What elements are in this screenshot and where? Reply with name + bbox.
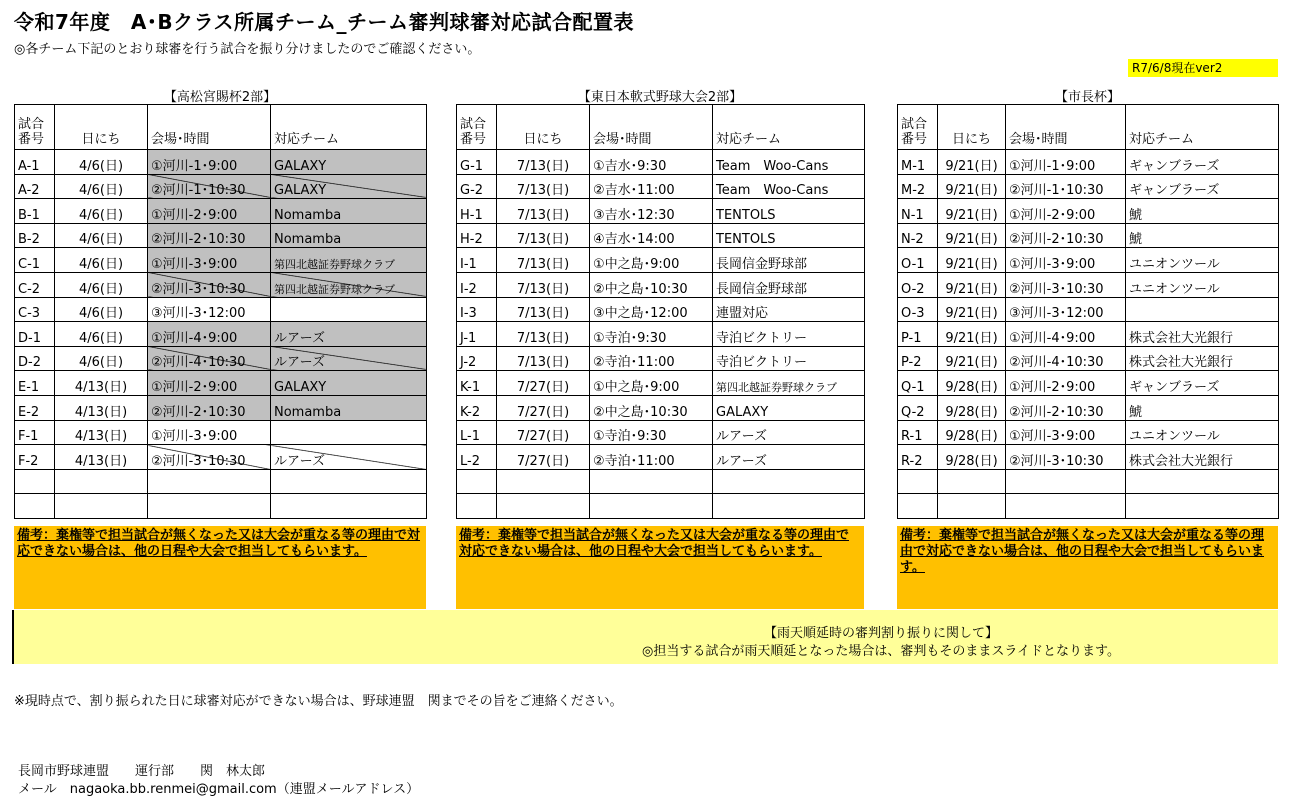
venue-time-cell [148,469,271,494]
game-number-cell: J-1 [457,322,497,347]
game-number-cell: E-2 [15,395,55,420]
date-cell: 7/13(日) [497,199,590,224]
rain-notice-title: 【雨天順延時の審判割り振りに関して】 [763,626,998,641]
header-venue: 会場･時間 [590,105,713,150]
venue-time-cell: ①河川-4･9:00 [1006,322,1126,347]
date-cell: 4/13(日) [55,371,148,396]
table-row [898,199,1279,224]
date-cell: 7/13(日) [497,297,590,322]
venue-time-cell: ①寺泊･9:30 [590,420,713,445]
assigned-team-cell: ルアーズ [713,420,865,445]
footer-contact: 長岡市野球連盟 運行部 関 林太郎 [18,764,266,779]
venue-time-cell: ②寺泊･11:00 [590,445,713,470]
date-cell: 4/6(日) [55,346,148,371]
assigned-team-cell: ギャンブラーズ [1126,150,1279,175]
header-team: 対応チーム [1126,105,1279,150]
page-title: 令和7年度 A･Bクラス所属チーム_チーム審判球審対応試合配置表 [14,10,635,34]
game-number-cell [457,469,497,494]
assigned-team-cell: Nomamba [271,223,427,248]
venue-time-cell: ①河川-3･9:00 [148,248,271,273]
venue-time-cell: ①河川-1･9:00 [148,150,271,175]
game-number-cell: I-3 [457,297,497,322]
venue-time-cell: ③河川-3･12:00 [148,297,271,322]
assigned-team-cell [271,420,427,445]
game-number-cell [15,494,55,519]
assigned-team-cell: 寺泊ビクトリー [713,322,865,347]
venue-time-cell: ①河川-2･9:00 [148,371,271,396]
date-cell: 7/13(日) [497,150,590,175]
page-subtitle: ◎各チーム下記のとおり球審を行う試合を振り分けましたのでご確認ください。 [14,42,481,57]
note-shicho: 備考：棄権等で担当試合が無くなった又は大会が重なる等の理由で対応できない場合は、他の日程や大会で担当してもらいます。 [897,526,1278,609]
table-row [457,371,865,396]
assigned-team-cell: 長岡信金野球部 [713,248,865,273]
assigned-team-cell [1126,494,1279,519]
assigned-team-cell: ルアーズ [271,445,427,470]
assigned-team-cell: ルアーズ [271,322,427,347]
game-number-cell: Q-2 [898,395,938,420]
assigned-team-cell: ユニオンツール [1126,420,1279,445]
table-row [15,371,427,396]
assigned-team-cell: Team Woo-Cans [713,150,865,175]
table-row [898,248,1279,273]
table-row [15,494,427,519]
header-date: 日にち [55,105,148,150]
assigned-team-cell [1126,469,1279,494]
date-cell: 7/13(日) [497,223,590,248]
assigned-team-cell: 株式会社大光銀行 [1126,445,1279,470]
footer-notice: ※現時点で、割り振られた日に球審対応ができない場合は、野球連盟 関までその旨をご連絡ください。 [14,694,623,709]
game-number-cell: R-2 [898,445,938,470]
venue-time-cell: ①河川-1･9:00 [1006,150,1126,175]
header-date: 日にち [938,105,1006,150]
game-number-cell: M-2 [898,174,938,199]
assigned-team-cell: Nomamba [271,199,427,224]
date-cell: 7/27(日) [497,420,590,445]
table-row [15,174,427,199]
date-cell: 4/6(日) [55,199,148,224]
table-row [457,174,865,199]
venue-time-cell [590,469,713,494]
venue-time-cell: ②河川-4･10:30 [1006,346,1126,371]
header-team: 対応チーム [271,105,427,150]
assigned-team-cell: 寺泊ビクトリー [713,346,865,371]
venue-time-cell: ①河川-3･9:00 [1006,420,1126,445]
date-cell: 4/6(日) [55,297,148,322]
date-cell [55,469,148,494]
schedule-table-takamatsu [14,104,427,519]
table-row [457,395,865,420]
date-cell: 4/6(日) [55,223,148,248]
table-row [457,223,865,248]
date-cell: 9/21(日) [938,174,1006,199]
date-cell: 9/21(日) [938,346,1006,371]
date-cell: 4/13(日) [55,395,148,420]
date-cell: 9/21(日) [938,272,1006,297]
venue-time-cell: ②河川-2･10:30 [148,395,271,420]
note-takamatsu: 備考：棄権等で担当試合が無くなった又は大会が重なる等の理由で対応できない場合は、他の日程や大会で担当してもらいます。 [14,526,426,609]
schedule-table-higashinihon [456,104,865,519]
table-row [457,420,865,445]
venue-time-cell: ②河川-1･10:30 [1006,174,1126,199]
table-row [898,371,1279,396]
game-number-cell: N-1 [898,199,938,224]
venue-time-cell: ②河川-3･10:30 [148,272,271,297]
assigned-team-cell: 鯱 [1126,395,1279,420]
venue-time-cell: ③中之島･12:00 [590,297,713,322]
venue-time-cell: ③河川-3･12:00 [1006,297,1126,322]
assigned-team-cell: 株式会社大光銀行 [1126,322,1279,347]
table-row [15,420,427,445]
date-cell: 7/13(日) [497,248,590,273]
table-row [898,469,1279,494]
table-row [457,272,865,297]
venue-time-cell: ②河川-3･10:30 [148,445,271,470]
game-number-cell: O-1 [898,248,938,273]
assigned-team-cell: ルアーズ [271,346,427,371]
game-number-cell: I-2 [457,272,497,297]
table-row [15,346,427,371]
game-number-cell: C-1 [15,248,55,273]
game-number-cell: I-1 [457,248,497,273]
venue-time-cell: ①河川-2･9:00 [1006,371,1126,396]
table-row [457,322,865,347]
table-row [457,445,865,470]
header-date: 日にち [497,105,590,150]
venue-time-cell: ①中之島･9:00 [590,371,713,396]
game-number-cell [457,494,497,519]
assigned-team-cell: 株式会社大光銀行 [1126,346,1279,371]
header-num: 試合 番号 [15,105,55,150]
header-venue: 会場･時間 [148,105,271,150]
date-cell: 4/13(日) [55,420,148,445]
table-row [898,223,1279,248]
table-row [15,272,427,297]
game-number-cell: H-1 [457,199,497,224]
game-number-cell: P-2 [898,346,938,371]
game-number-cell: O-2 [898,272,938,297]
game-number-cell: B-1 [15,199,55,224]
table-row [898,420,1279,445]
date-cell: 9/21(日) [938,199,1006,224]
venue-time-cell: ①中之島･9:00 [590,248,713,273]
table-row [898,272,1279,297]
date-cell: 9/28(日) [938,395,1006,420]
venue-time-cell: ②中之島･10:30 [590,272,713,297]
date-cell: 4/6(日) [55,272,148,297]
venue-time-cell: ①河川-3･9:00 [148,420,271,445]
date-cell: 7/27(日) [497,371,590,396]
venue-time-cell: ①河川-3･9:00 [1006,248,1126,273]
date-cell: 4/6(日) [55,322,148,347]
assigned-team-cell: ユニオンツール [1126,248,1279,273]
game-number-cell: C-2 [15,272,55,297]
assigned-team-cell: GALAXY [713,395,865,420]
assigned-team-cell: GALAXY [271,371,427,396]
game-number-cell: K-2 [457,395,497,420]
footer-email: メール nagaoka.bb.renmei@gmail.com（連盟メールアドレス） [18,782,420,797]
date-cell: 9/21(日) [938,248,1006,273]
assigned-team-cell: GALAXY [271,174,427,199]
venue-time-cell: ②河川-3･10:30 [1006,445,1126,470]
venue-time-cell: ①河川-2･9:00 [148,199,271,224]
table-row [457,494,865,519]
assigned-team-cell: GALAXY [271,150,427,175]
assigned-team-cell: ユニオンツール [1126,272,1279,297]
venue-time-cell: ②河川-2･10:30 [1006,223,1126,248]
table-row [457,469,865,494]
header-team: 対応チーム [713,105,865,150]
table-row [15,223,427,248]
date-cell: 9/21(日) [938,223,1006,248]
assigned-team-cell [271,297,427,322]
date-cell: 7/27(日) [497,395,590,420]
date-cell: 9/28(日) [938,420,1006,445]
game-number-cell: P-1 [898,322,938,347]
game-number-cell: L-2 [457,445,497,470]
venue-time-cell: ③吉水･12:30 [590,199,713,224]
game-number-cell: F-1 [15,420,55,445]
venue-time-cell: ①寺泊･9:30 [590,322,713,347]
game-number-cell [15,469,55,494]
venue-time-cell: ②河川-3･10:30 [1006,272,1126,297]
date-cell: 4/13(日) [55,445,148,470]
date-cell: 7/13(日) [497,272,590,297]
assigned-team-cell: Team Woo-Cans [713,174,865,199]
game-number-cell: E-1 [15,371,55,396]
game-number-cell: N-2 [898,223,938,248]
game-number-cell: A-2 [15,174,55,199]
assigned-team-cell [1126,297,1279,322]
header-venue: 会場･時間 [1006,105,1126,150]
date-cell: 7/13(日) [497,346,590,371]
game-number-cell: D-1 [15,322,55,347]
venue-time-cell: ②中之島･10:30 [590,395,713,420]
assigned-team-cell [713,469,865,494]
tournament-title-takamatsu: 【高松宮賜杯2部】 [163,90,277,105]
tournament-title-higashinihon: 【東日本軟式野球大会2部】 [577,90,743,105]
date-cell [938,469,1006,494]
table-row [898,395,1279,420]
version-badge: R7/6/8現在ver2 [1128,59,1278,77]
game-number-cell: C-3 [15,297,55,322]
venue-time-cell [148,494,271,519]
date-cell [938,494,1006,519]
game-number-cell: D-2 [15,346,55,371]
table-row [15,248,427,273]
assigned-team-cell: 鯱 [1126,199,1279,224]
game-number-cell: M-1 [898,150,938,175]
venue-time-cell: ①河川-4･9:00 [148,322,271,347]
table-row [457,248,865,273]
table-row [457,199,865,224]
date-cell: 7/27(日) [497,445,590,470]
table-row [457,150,865,175]
date-cell: 9/28(日) [938,371,1006,396]
venue-time-cell [1006,494,1126,519]
table-row [457,346,865,371]
tournament-title-shicho: 【市長杯】 [1054,90,1120,105]
date-cell: 7/13(日) [497,322,590,347]
date-cell: 9/21(日) [938,150,1006,175]
table-row [898,174,1279,199]
assigned-team-cell: ギャンブラーズ [1126,371,1279,396]
venue-time-cell: ①吉水･9:30 [590,150,713,175]
game-number-cell: O-3 [898,297,938,322]
table-row [15,445,427,470]
venue-time-cell: ②河川-1･10:30 [148,174,271,199]
game-number-cell: B-2 [15,223,55,248]
game-number-cell: Q-1 [898,371,938,396]
venue-time-cell: ②河川-2･10:30 [1006,395,1126,420]
assigned-team-cell: ルアーズ [713,445,865,470]
date-cell: 9/28(日) [938,445,1006,470]
table-row [898,322,1279,347]
game-number-cell: R-1 [898,420,938,445]
venue-time-cell: ①河川-2･9:00 [1006,199,1126,224]
date-cell [497,469,590,494]
date-cell: 9/21(日) [938,297,1006,322]
game-number-cell: A-1 [15,150,55,175]
table-row [15,322,427,347]
table-row [898,297,1279,322]
table-row [15,199,427,224]
assigned-team-cell [271,494,427,519]
game-number-cell [898,469,938,494]
game-number-cell: G-2 [457,174,497,199]
assigned-team-cell: TENTOLS [713,223,865,248]
table-row [15,395,427,420]
table-row [898,346,1279,371]
note-higashinihon: 備考：棄権等で担当試合が無くなった又は大会が重なる等の理由で対応できない場合は、他の日程や大会で担当してもらいます。 [456,526,864,609]
game-number-cell: G-1 [457,150,497,175]
schedule-table-shicho [897,104,1279,519]
table-row [15,469,427,494]
game-number-cell [898,494,938,519]
assigned-team-cell: TENTOLS [713,199,865,224]
assigned-team-cell: ギャンブラーズ [1126,174,1279,199]
venue-time-cell: ②河川-2･10:30 [148,223,271,248]
date-cell: 4/6(日) [55,174,148,199]
rain-delay-notice [12,610,1278,664]
assigned-team-cell [713,494,865,519]
game-number-cell: J-2 [457,346,497,371]
assigned-team-cell [271,469,427,494]
venue-time-cell: ②吉水･11:00 [590,174,713,199]
table-row [898,150,1279,175]
game-number-cell: K-1 [457,371,497,396]
venue-time-cell: ④吉水･14:00 [590,223,713,248]
game-number-cell: L-1 [457,420,497,445]
rain-notice-body: ◎担当する試合が雨天順延となった場合は、審判もそのままスライドとなります。 [642,644,1120,659]
assigned-team-cell: 第四北越証券野球クラブ [713,371,865,396]
date-cell: 4/6(日) [55,150,148,175]
assigned-team-cell: 連盟対応 [713,297,865,322]
date-cell: 9/21(日) [938,322,1006,347]
table-row [898,494,1279,519]
date-cell: 4/6(日) [55,248,148,273]
venue-time-cell: ②河川-4･10:30 [148,346,271,371]
assigned-team-cell: 第四北越証券野球クラブ [271,248,427,273]
table-row [15,297,427,322]
venue-time-cell: ②寺泊･11:00 [590,346,713,371]
date-cell [497,494,590,519]
header-num: 試合 番号 [898,105,938,150]
assigned-team-cell: 長岡信金野球部 [713,272,865,297]
game-number-cell: F-2 [15,445,55,470]
table-row [898,445,1279,470]
assigned-team-cell: 鯱 [1126,223,1279,248]
header-num: 試合 番号 [457,105,497,150]
assigned-team-cell: Nomamba [271,395,427,420]
table-row [457,297,865,322]
venue-time-cell [590,494,713,519]
table-row [15,150,427,175]
date-cell: 7/13(日) [497,174,590,199]
date-cell [55,494,148,519]
assigned-team-cell: 第四北越証券野球クラブ [271,272,427,297]
venue-time-cell [1006,469,1126,494]
game-number-cell: H-2 [457,223,497,248]
